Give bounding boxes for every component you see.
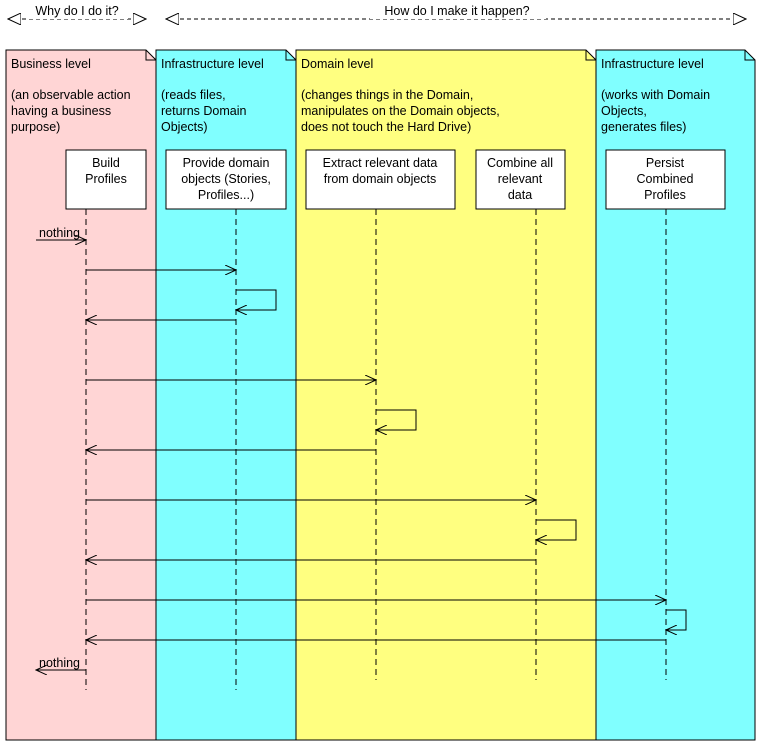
- message-start: [36, 226, 86, 240]
- lane-infrastructure-read-desc-3: Objects): [161, 120, 208, 134]
- why-label: Why do I do it?: [35, 4, 119, 18]
- participant-provide-domain-objects-line-3: Profiles...): [197, 188, 255, 202]
- lane-business-desc-3: purpose): [11, 120, 61, 134]
- message-end: [36, 656, 86, 670]
- lane-infrastructure-read-desc-1: (reads files,: [161, 88, 226, 102]
- lane-infrastructure-write-desc-2: Objects,: [601, 104, 647, 118]
- how-arrow: [166, 3, 746, 19]
- participant-build-profiles-line-2: Profiles: [85, 172, 127, 186]
- lane-domain-title: Domain level: [301, 57, 374, 71]
- participant-provide-domain-objects-line-2: objects (Stories,: [181, 172, 271, 186]
- how-label: How do I make it happen?: [384, 4, 530, 18]
- lane-infrastructure-write-desc-1: (works with Domain: [601, 88, 711, 102]
- lane-business-desc-2: having a business: [11, 104, 112, 118]
- participant-extract-relevant-data-line-1: Extract relevant data: [322, 156, 438, 170]
- participant-persist-combined-profiles-line-3: Profiles: [644, 188, 686, 202]
- participant-combine-all-relevant-data-line-2: relevant: [497, 172, 543, 186]
- lane-infrastructure-write-title: Infrastructure level: [601, 57, 704, 71]
- lane-business-title: Business level: [11, 57, 91, 71]
- participant-persist-combined-profiles-line-2: Combined: [636, 172, 694, 186]
- lane-infrastructure-write-desc-3: generates files): [601, 120, 687, 134]
- participant-persist-combined-profiles-line-1: Persist: [645, 156, 685, 170]
- lane-infrastructure-read-desc-2: returns Domain: [161, 104, 247, 118]
- participant-combine-all-relevant-data-line-3: data: [507, 188, 533, 202]
- participant-provide-domain-objects-line-1: Provide domain: [182, 156, 270, 170]
- lane-domain-desc-3: does not touch the Hard Drive): [301, 120, 472, 134]
- lane-domain-desc-2: manipulates on the Domain objects,: [301, 104, 500, 118]
- message-end-label: nothing: [39, 656, 81, 670]
- participant-combine-all-relevant-data-line-1: Combine all: [486, 156, 554, 170]
- lane-domain-desc-1: (changes things in the Domain,: [301, 88, 474, 102]
- lane-infrastructure-read-title: Infrastructure level: [161, 57, 264, 71]
- why-arrow: [8, 3, 146, 19]
- message-start-label: nothing: [39, 226, 81, 240]
- lane-business-desc-1: (an observable action: [11, 88, 131, 102]
- participant-build-profiles-line-1: Build: [92, 156, 120, 170]
- participant-extract-relevant-data-line-2: from domain objects: [323, 172, 437, 186]
